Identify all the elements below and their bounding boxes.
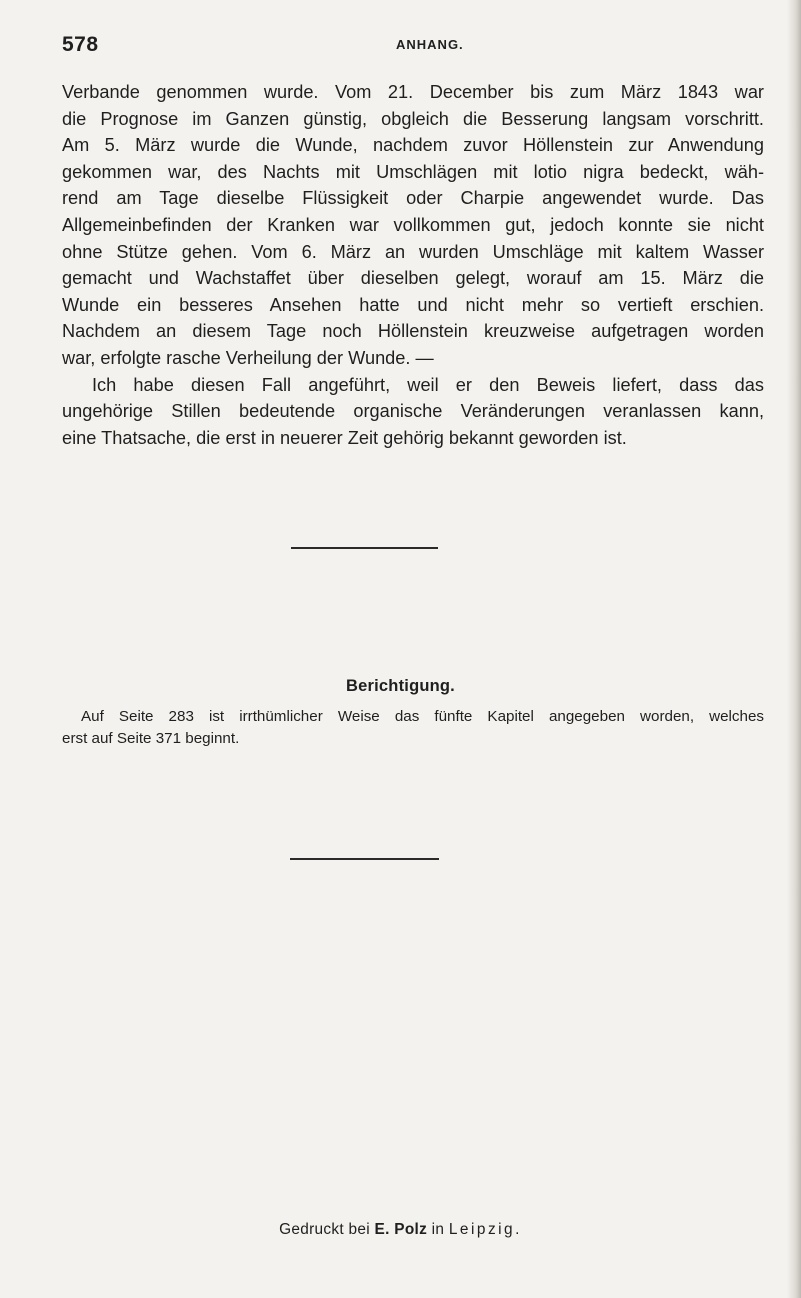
text-line: ohne Stütze gehen. Vom 6. März an wurden Umschläge mit kaltem Wasser xyxy=(62,241,764,262)
correction-text xyxy=(62,706,764,749)
imprint-printer: E. Polz xyxy=(374,1221,428,1238)
page-edge-shadow xyxy=(787,0,801,1298)
text-line: gekommen war, des Nachts mit Umschlägen mit lotio nigra bedeckt, wäh- xyxy=(62,161,764,182)
text-line: ungehörige Stillen bedeutende organische Veränderungen veranlassen kann, xyxy=(62,401,764,422)
text-line: Wunde ein besseres Ansehen hatte und nicht mehr so vertieft erschien. xyxy=(62,294,764,315)
running-head-title: ANHANG. xyxy=(396,37,464,52)
correction-line: Auf Seite 283 ist irrthümlicher Weise das fünfte Kapitel angegeben worden, welches xyxy=(81,708,764,725)
text-line: Allgemeinbefinden der Kranken war vollkommen gut, jedoch konnte sie nicht xyxy=(62,214,764,235)
text-line: Nachdem an diesem Tage noch Höllenstein kreuzweise aufgetragen worden xyxy=(62,321,764,342)
imprint-city: Leipzig. xyxy=(448,1221,522,1238)
divider-rule-top xyxy=(291,547,438,549)
text-line: Ich habe diesen Fall angeführt, weil er den Beweis liefert, dass das xyxy=(92,374,764,395)
running-head xyxy=(62,33,762,59)
correction-heading: Berichtigung. xyxy=(346,677,455,695)
text-line: Am 5. März wurde die Wunde, nachdem zuvor Höllenstein zur Anwendung xyxy=(62,135,764,156)
printer-imprint xyxy=(0,1221,801,1239)
text-line: eine Thatsache, die erst in neuerer Zeit gehörig bekannt geworden ist. xyxy=(62,427,627,448)
body-text xyxy=(62,79,764,451)
correction-line: erst auf Seite 371 beginnt. xyxy=(62,729,240,747)
text-line: Verbande genommen wurde. Vom 21. December bis zum März 1843 war xyxy=(62,82,764,102)
page-number: 578 xyxy=(62,33,99,56)
text-line: die Prognose im Ganzen günstig, obgleich die Besserung langsam vorschritt. xyxy=(62,108,764,129)
imprint-middle: in xyxy=(431,1221,445,1238)
text-line: rend am Tage dieselbe Flüssigkeit oder Charpie angewendet wurde. Das xyxy=(62,188,764,209)
imprint-prefix: Gedruckt bei xyxy=(279,1221,370,1238)
divider-rule-bottom xyxy=(290,858,439,860)
text-line: gemacht und Wachstaffet über dieselben gelegt, worauf am 15. März die xyxy=(62,268,764,289)
text-line: war, erfolgte rasche Verheilung der Wunde. — xyxy=(62,347,434,368)
